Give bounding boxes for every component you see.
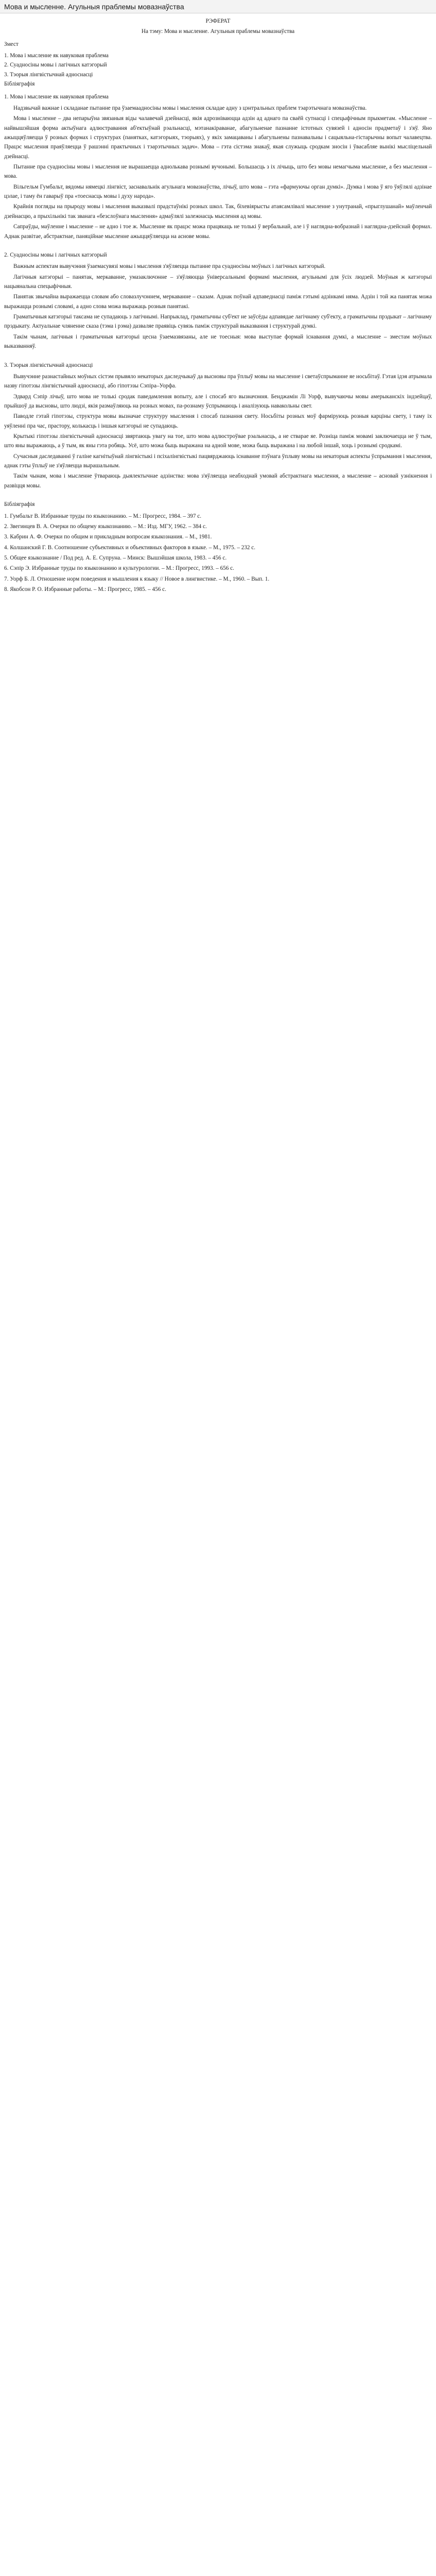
- section-heading: 3. Тэорыя лінгвістычнай адноснасці: [4, 362, 93, 368]
- bibliography-item: 2. Звегинцев В. А. Очерки по общему языкознанию. – М.: Изд. МГУ, 1962. – 384 с.: [4, 523, 207, 530]
- paragraph: Вільгельм Гумбальт, вядомы нямецкі лінгвіст, заснавальнік агульнага мовазнаўства, лічыў, што мова – гэта «фармуючы орган думкі». Думка і мова ў яго ўяўлялі адзінае цэлае, і таму ён гаварыў пра «тоеснасць мовы і духу народа».: [4, 183, 432, 200]
- bibliography-item: 7. Уорф Б. Л. Отношение норм поведения и мышления к языку // Новое в лингвистике. – М., 1960. – Вып. 1.: [4, 575, 270, 582]
- section-heading: 2. Суадносіны мовы і лагічных катэгорый: [4, 251, 107, 258]
- window-title: Мова и мысленне. Агульныя праблемы мовазнаўства: [4, 2, 184, 11]
- section-1: [4, 92, 432, 241]
- contents-item[interactable]: 2. Суадносіны мовы і лагічных катэгорый: [4, 62, 107, 69]
- paragraph: Вывучэнне разнастайных моўных сістэм прывяло некаторых даследчыкаў да высновы пра ўплыў мовы на мысленне і светаўспрыманне яе носьбітаў. Гэтая ідэя атрымала назву гіпотэзы лінгвістычнай адноснасці, або гіпотэзы Сэпіра–Уорфа.: [4, 373, 432, 389]
- paragraph: Такім чынам, мова і мысленне ўтвараюць дыялектычнае адзінства: мова з'яўляецца неабходнай умовай абстрактнага мыслення, а мысленне – асновай узнікнення і развіцця мовы.: [4, 473, 432, 489]
- paragraph: Мова і мысленне – два непарыўна звязаныя віды чалавечай дзейнасці, якія адрозніваюцца адзін ад аднаго па сваёй сутнасці і спецыфічным прыкметам. «Мысленне – найвышэйшая форма актыўнага адлюстравання аб'ектыўнай рэальнасці, мэтанакіраванае, абагульненае пазнанне істотных сувязей і адносін прадметаў і з'яў. Яно ажыццяўляецца ў розных формах і структурах (панятках, катэгорыях, тэорыях), у якіх замацаваны і абагульнены пазнавальны і сацыяльна-гістарычны вопыт чалавецтва. Працэс мыслення праяўляецца ў рашэнні практычных і тэарэтычных задач». Мова – гэта сістэма знакаў, якая служыць сродкам зносін і ўвасабляе вынікі мысліцельнай дзейнасці.: [4, 115, 432, 160]
- bibliography-item: 5. Общее языкознание / Под ред. А. Е. Супруна. – Минск: Вышэйшая школа, 1983. – 456 с.: [4, 554, 227, 561]
- paragraph: Крайнія погляды на прыроду мовы і мыслення выказвалі прадстаўнікі розных школ. Так, біхевіярысты атаясамлівалі мысленне з унутранай, «прыглушанай» маўленчай дзейнасцю, а прыхільнікі так званага «безслоўнага мыслення» адмаўлялі залежнасць мыслення ад мовы.: [4, 204, 432, 219]
- paragraph: Сапраўды, маўленне і мысленне – не адно і тое ж. Мысленне як працэс можа працякаць не толькі ў вербальнай, але і ў наглядна-вобразнай і наглядна-дзейснай формах. Аднак развітае, абстрактнае, паняційнае мысленне ажыццяўляецца на аснове мовы.: [4, 224, 432, 240]
- bibliography-item: 4. Колшанский Г. В. Соотношение субъективных и объективных факторов в языке. – М., 1975. – 232 с.: [4, 544, 256, 551]
- contents-item[interactable]: 3. Тэорыя лінгвістычнай адноснасці: [4, 71, 93, 78]
- paragraph: Лагічныя катэгорыі – панятак, меркаванне, умазаключэнне – з'яўляюцца ўніверсальнымі формамі мыслення, агульнымі для ўсіх людзей. Моўныя ж катэгорыі нацыянальна спецыфічныя.: [4, 274, 432, 290]
- bibliography-title: Бібліяграфія: [4, 501, 35, 508]
- bibliography-item: 3. Кабрин А. Ф. Очерки по общим и прикладным вопросам языкознания. – М., 1981.: [4, 534, 212, 540]
- bibliography-item: 1. Гумбальт В. Избранные труды по языкознанию. – М.: Прогресс, 1984. – 397 с.: [4, 513, 202, 519]
- paragraph: Надзвычай важнае і складанае пытанне пра ўзаемаадносіны мовы і мыслення складае адну з цэнтральных праблем тэарэтычнага мовазнаўства.: [13, 105, 367, 111]
- paragraph: Крытыкі гіпотэзы лінгвістычнай адноснасці звяртаюць увагу на тое, што мова адлюстроўвае рэальнасць, а не стварае яе. Розніца паміж мовамі заключаецца не ў тым, што яны выражаюць, а ў тым, як яны гэта робяць. Усё, што можа быць выражана на адной мове, можа быць выражана і на любой іншай, хоць і рознымі сродкамі.: [4, 433, 432, 449]
- window-header: [0, 0, 436, 13]
- bibliography-item: 6. Сэпір Э. Избранные труды по языкознанию и культурологии. – М.: Прогресс, 1993. – 656 с.: [4, 565, 234, 572]
- paragraph: Панятак звычайна выражаецца словам або словазлучэннем, меркаванне – сказам. Аднак поўнай адпаведнасці паміж гэтымі адзінкамі няма. Адзін і той жа панятак можа выражацца рознымі словамі, а адно слова можа выражаць розныя панятакі.: [4, 294, 432, 310]
- contents-item[interactable]: 1. Мова і мысленне як навуковая праблема: [4, 53, 109, 59]
- paragraph: Граматычныя катэгорыі таксама не супадаюць з лагічнымі. Напрыклад, граматычны суб'ект не заўсёды адпавядае лагічнаму суб'екту, а граматычны прэдыкат – лагічнаму прэдыкату. Актуальнае чляненне сказа (тэма і рэма) дазваляе праявіць сувязь паміж структурай выказвання і структурай думкі.: [4, 314, 432, 330]
- contents-item[interactable]: Бібліяграфія: [4, 81, 35, 88]
- paragraph: Важным аспектам вывучэння ўзаемасувязі мовы і мыслення з'яўляецца пытанне пра суадносіны моўных і лагічных катэгорый.: [13, 263, 326, 270]
- contents-title: Змест: [4, 41, 19, 47]
- document-theme: На тэму: Мова и мысленне. Агульныя праблемы мовазнаўства: [141, 28, 295, 35]
- section-3: [4, 361, 432, 491]
- paragraph: Эдвард Сэпір лічыў, што мова не толькі сродак паведамлення вопыту, але і спосаб яго вызначэння. Бенджамін Лі Уорф, вывучаючы мовы амерыканскіх індзейцаў, прыйшоў да высновы, што людзі, якія размаўляюць на розных мовах, па-рознаму ўспрымаюць і аналізуюць навакольны свет.: [4, 393, 432, 409]
- paragraph: Такім чынам, лагічныя і граматычныя катэгорыі цесна ўзаемазвязаны, але не тоесныя: мова выступае формай існавання думкі, а мысленне – зместам моўных выказванняў.: [4, 333, 432, 350]
- bibliography-list: [4, 512, 432, 595]
- document-label: РЭФЕРАТ: [205, 18, 231, 24]
- bibliography: [4, 500, 432, 594]
- contents-list: [4, 51, 432, 89]
- paragraph: Паводле гэтай гіпотэзы, структура мовы вызначае структуру мыслення і спосаб пазнання свету. Носьбіты розных моў фарміруюць розныя карціны свету, і таму іх уяўленні пра час, прастору, колькасць і іншыя катэгорыі не супадаюць.: [4, 413, 432, 429]
- paragraph: Сучасныя даследаванні ў галіне кагнітыўнай лінгвістыкі і псіхалінгвістыкі пацвярджаюць існаванне пэўнага ўплыву мовы на некаторыя аспекты ўспрымання і мыслення, аднак гэты ўплыў не з'яўляецца вырашальным.: [4, 453, 432, 469]
- document-body: [0, 13, 436, 605]
- paragraph: Пытанне пра суадносіны мовы і мыслення не вырашаецца аднолькава рознымі вучонымі. Большасць з іх лічыць, што без мовы немагчыма мысленне, а без мыслення – мова.: [4, 164, 432, 180]
- section-2: [4, 250, 432, 351]
- bibliography-item: 8. Якобсон Р. О. Избранные работы. – М.: Прогресс, 1985. – 456 с.: [4, 586, 166, 593]
- section-heading: 1. Мова і мысленне як навуковая праблема: [4, 93, 109, 100]
